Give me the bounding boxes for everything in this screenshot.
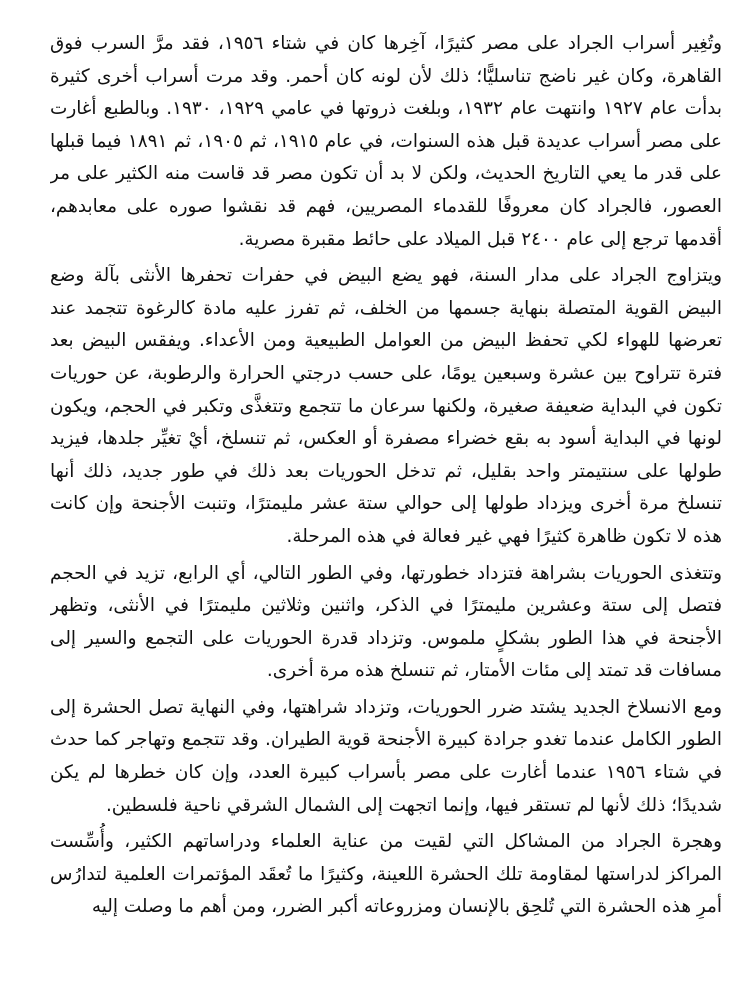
paragraph-1: وتُغِير أسراب الجراد على مصر كثيرًا، آخِرها كان في شتاء ١٩٥٦، فقد مرَّ السرب فوق القاهرة، وكان غير ناضج تناسليًّا؛ ذلك لأن لونه كان أحمر. وقد مرت أسراب أخرى كثيرة بدأت عام ١٩٢٧ وانتهت عام ١٩٣٢، وبلغت ذروتها في عامي ١٩٢٩، ١٩٣٠. وبالطبع أغارت على مصر أسراب عديدة قبل هذه السنوات، في عام ١٩١٥، ثم ١٩٠٥، ثم ١٨٩١ فيما قبلها على قدر ما يعي التاريخ الحديث، ولكن لا بد أن تكون مصر قد قاست منه الكثير على مر العصور، فالجراد كان معروفًا للقدماء المصريين، فهم قد نقشوا صوره على معابدهم، أقدمها ترجع إلى عام ٢٤٠٠ قبل الميلاد على حائط مقبرة مصرية. <box>50 33 722 250</box>
paragraph-2: ويتزاوج الجراد على مدار السنة، فهو يضع البيض في حفرات تحفرها الأنثى بآلة وضع البيض القوية المتصلة بنهاية جسمها من الخلف، ثم تفرز عليه مادة كالرغوة تتجمد عند تعرضها للهواء لكي تحفظ البيض من العوامل الطبيعية ومن الأعداء. ويفقس البيض بعد فترة تتراوح بين عشرة وسبعين يومًا، على حسب درجتي الحرارة والرطوبة، عن حوريات تكون في البداية ضعيفة صغيرة، ولكنها سرعان ما تتجمع وتتغذَّى وتكبر في الحجم، ويكون لونها في البداية أسود به بقع خضراء مصفرة أو العكس، ثم تنسلخ، أيْ تغيِّر جلدها، فيزيد طولها على سنتيمتر واحد بقليل، ثم تدخل الحوريات بعد ذلك في طور جديد، ذلك أنها تنسلخ مرة أخرى ويزداد طولها إلى حوالي ستة عشر مليمترًا، وتنبت الأجنحة وإن كانت هذه لا تكون ظاهرة كثيرًا فهي غير فعالة في هذه المرحلة. <box>50 265 722 547</box>
paragraph-3: وتتغذى الحوريات بشراهة فتزداد خطورتها، وفي الطور التالي، أي الرابع، تزيد في الحجم فتصل إلى ستة وعشرين مليمترًا في الذكر، واثنين وثلاثين مليمترًا في الأنثى، وتظهر الأجنحة في هذا الطور بشكلٍ ملموس. وتزداد قدرة الحوريات على التجمع والسير إلى مسافات قد تمتد إلى مئات الأمتار، ثم تنسلخ هذه مرة أخرى. <box>50 562 722 682</box>
paragraph-5: وهجرة الجراد من المشاكل التي لقيت من عناية العلماء ودراساتهم الكثير، وأُسِّست المراكز لدراستها لمقاومة تلك الحشرة اللعينة، وكثيرًا ما تُعقَد المؤتمرات العلمية لتدارُس أمرِ هذه الحشرة التي تُلحِق بالإنسان ومزروعاته أكبر الضرر، ومن أهم ما وصلت إليه <box>50 831 722 918</box>
document-page <box>50 28 722 988</box>
paragraph-4: ومع الانسلاخ الجديد يشتد ضرر الحوريات، وتزداد شراهتها، وفي النهاية تصل الحشرة إلى الطور الكامل عندما تغدو جرادة كبيرة الأجنحة قوية الطيران. وقد تتجمع وتهاجر كما حدث في شتاء ١٩٥٦ عندما أغارت على مصر بأسراب كبيرة العدد، وإن كان خطرها لم يكن شديدًا؛ ذلك لأنها لم تستقر فيها، وإنما اتجهت إلى الشمال الشرقي ناحية فلسطين. <box>50 696 722 816</box>
